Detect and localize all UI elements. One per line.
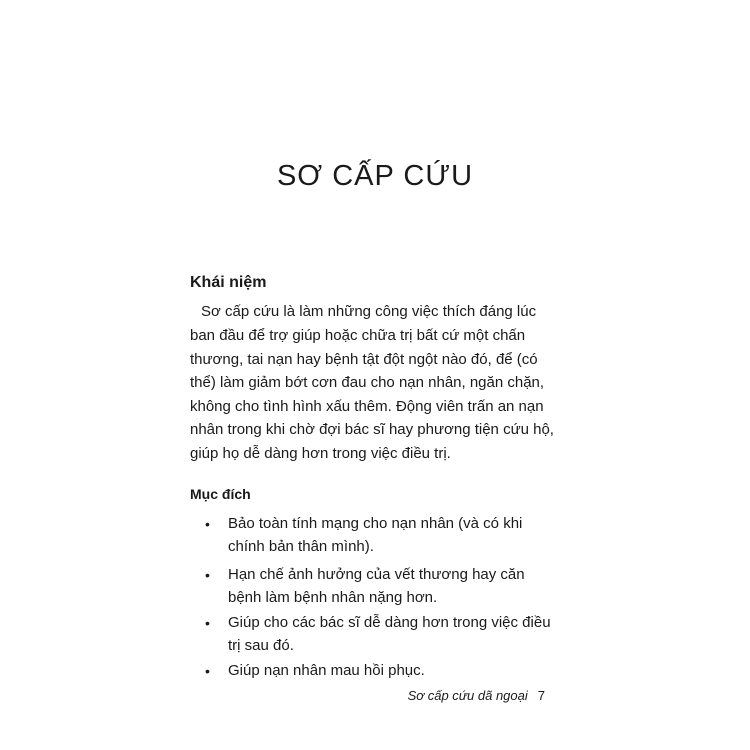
paragraph-line: Sơ cấp cứu là làm những công việc thích đáng lúc — [201, 303, 537, 320]
page-title: SƠ CẤP CỨU — [276, 160, 474, 192]
bullet-line: Giúp nạn nhân mau hồi phục. — [228, 662, 425, 679]
paragraph-line: giúp họ dễ dàng hơn trong việc điều trị. — [190, 445, 451, 462]
bullet-line: Giúp cho các bác sĩ dễ dàng hơn trong việc điều — [228, 614, 551, 631]
bullet-line: chính bản thân mình). — [228, 538, 374, 555]
bullet-line: bệnh làm bệnh nhân nặng hơn. — [228, 589, 438, 606]
running-footer — [300, 688, 545, 703]
bullet-icon: • — [205, 663, 210, 679]
running-footer-title: Sơ cấp cứu dã ngoại — [407, 688, 528, 703]
bullet-line: Bảo toàn tính mạng cho nạn nhân (và có khi — [228, 515, 523, 532]
paragraph-line: ban đầu để trợ giúp hoặc chữa trị bất cứ một chấn — [190, 327, 526, 344]
bullet-line: Hạn chế ảnh hưởng của vết thương hay căn — [228, 566, 525, 583]
section-heading-concept: Khái niệm — [190, 274, 267, 291]
bullet-icon: • — [205, 615, 210, 631]
paragraph-line: không cho tình hình xấu thêm. Động viên trấn an nạn — [190, 398, 544, 415]
paragraph-line: nhân trong khi chờ đợi bác sĩ hay phương tiện cứu hộ, — [190, 421, 554, 438]
page-number: 7 — [537, 688, 545, 703]
paragraph-line: thương, tai nạn hay bệnh tật đột ngột nào đó, để (có — [190, 351, 538, 368]
bullet-icon: • — [205, 516, 210, 532]
bullet-line: trị sau đó. — [228, 637, 294, 654]
paragraph-line: thể) làm giảm bớt cơn đau cho nạn nhân, ngăn chặn, — [190, 374, 545, 391]
section-heading-purpose: Mục đích — [190, 486, 251, 502]
bullet-icon: • — [205, 567, 210, 583]
